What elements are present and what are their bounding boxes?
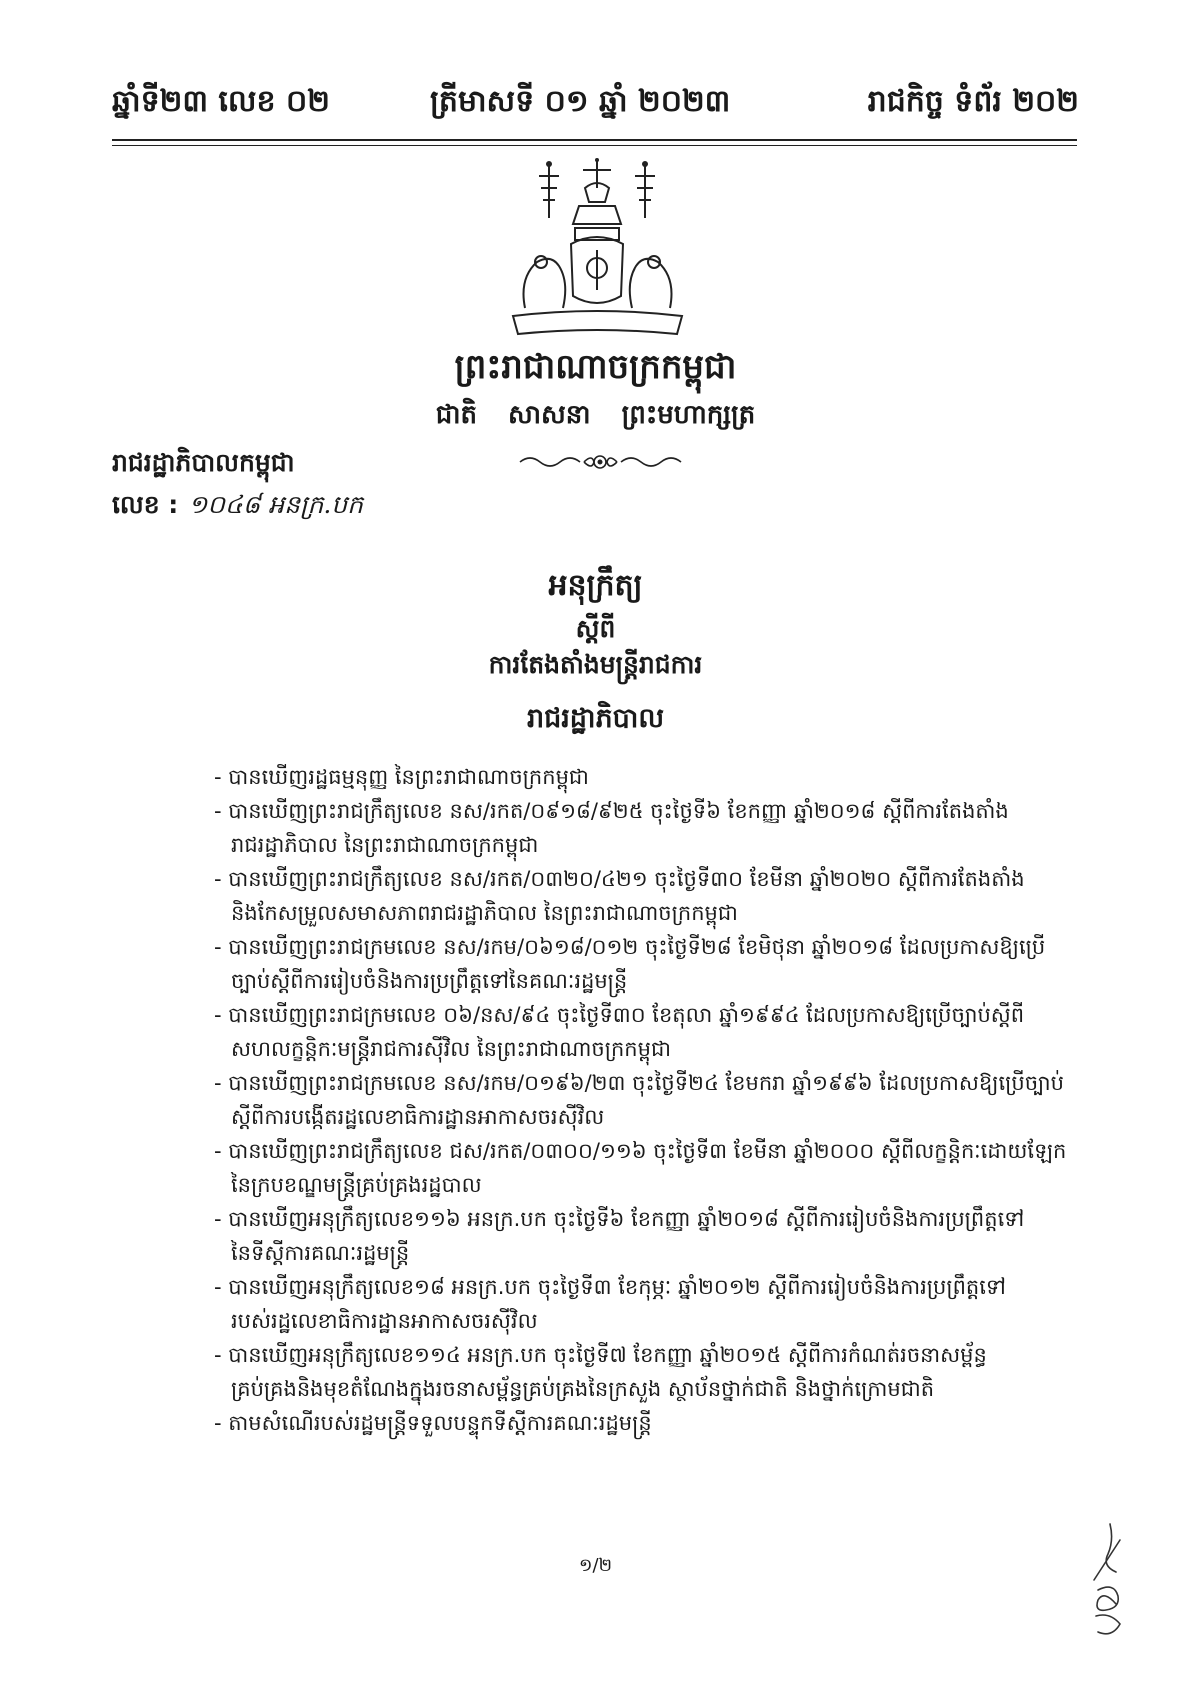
list-item: - តាមសំណើរបស់រដ្ឋមន្ត្រីទទួលបន្ទុកទីស្ដីការគណៈរដ្ឋមន្ត្រី [214,1411,652,1435]
kingdom-title: ព្រះរាជាណាចក្រកម្ពុជា [454,347,737,387]
national-motto: ជាតិ សាសនា ព្រះមហាក្សត្រ [435,400,756,430]
reference-value: ១០៤៨ អនក្រ.បក [188,490,364,519]
header-issue-number: ឆ្នាំទី២៣ លេខ ០២ [112,84,330,119]
header-rule [112,139,1077,141]
document-subject: ការតែងតាំងមន្ត្រីរាជការ [488,650,703,679]
list-item: - បានឃើញអនុក្រឹត្យលេខ១៨ អនក្រ.បក ចុះថ្ងៃទី៣ ខែកុម្ភៈ ឆ្នាំ២០១២ ស្ដីពីការរៀបចំនិងការប្រព្រឹត្តទៅ របស់រដ្ឋលេខាធិការដ្ឋានអាកាសចរស៊ីវិល [214,1275,1006,1333]
handwritten-initials-icon [1080,1520,1140,1650]
list-item: - បានឃើញព្រះរាជក្រឹត្យលេខ នស/រកត/០៩១៨/៩២៥ ចុះថ្ងៃទី៦ ខែកញ្ញា ឆ្នាំ២០១៨ ស្ដីពីការតែងតាំង រាជរដ្ឋាភិបាល នៃព្រះរាជាណាចក្រកម្ពុជា [214,799,1009,857]
list-item: - បានឃើញព្រះរាជក្រមលេខ នស/រកម/០១៩៦/២៣ ចុះថ្ងៃទី២៤ ខែមករា ឆ្នាំ១៩៩៦ ដែលប្រកាសឱ្យប្រើច្បាប់ ស្ដីពីការបង្កើតរដ្ឋលេខាធិការដ្ឋានអាកាសចរស៊ីវិល [214,1071,1064,1129]
list-item: - បានឃើញព្រះរាជក្រមលេខ ០៦/នស/៩៤ ចុះថ្ងៃទី៣០ ខែតុលា ឆ្នាំ១៩៩៤ ដែលប្រកាសឱ្យប្រើច្បាប់ស្ដីពី សហលក្ខន្តិកៈមន្ត្រីរាជការស៊ីវិល នៃព្រះរាជាណាចក្រកម្ពុជា [214,1003,1025,1061]
document-issuer: រាជរដ្ឋាភិបាល [526,703,665,734]
ornamental-divider-icon [518,452,683,472]
header-quarter: ត្រីមាសទី ០១ ឆ្នាំ ២០២៣ [430,84,731,119]
document-type: អនុក្រឹត្យ [548,568,643,603]
list-item: - បានឃើញព្រះរាជក្រមលេខ នស/រកម/០៦១៨/០១២ ចុះថ្ងៃទី២៨ ខែមិថុនា ឆ្នាំ២០១៨ ដែលប្រកាសឱ្យប្រើ ច្បាប់ស្ដីពីការរៀបចំនិងការប្រព្រឹត្តទៅនៃគណៈរដ្ឋមន្ត្រី [214,935,1046,993]
reference-label: លេខ : [112,490,179,519]
reference-number [112,490,363,526]
header-page-ref: រាជកិច្ច ទំព័រ ២០២ [867,84,1079,119]
list-item: - បានឃើញព្រះរាជក្រឹត្យលេខ ជស/រកត/០៣០០/១១៦ ចុះថ្ងៃទី៣ ខែមីនា ឆ្នាំ២០០០ ស្ដីពីលក្ខន្តិកៈដោយឡែក នៃក្របខណ្ឌមន្ត្រីគ្រប់គ្រងរដ្ឋបាល [214,1139,1067,1197]
list-item: - បានឃើញអនុក្រឹត្យលេខ១១៦ អនក្រ.បក ចុះថ្ងៃទី៦ ខែកញ្ញា ឆ្នាំ២០១៨ ស្ដីពីការរៀបចំនិងការប្រព្រឹត្តទៅ នៃទីស្ដីការគណៈរដ្ឋមន្ត្រី [214,1207,1025,1265]
list-item: - បានឃើញព្រះរាជក្រឹត្យលេខ នស/រកត/០៣២០/៤២១ ចុះថ្ងៃទី៣០ ខែមីនា ឆ្នាំ២០២០ ស្ដីពីការតែងតាំង និងកែសម្រួលសមាសភាពរាជរដ្ឋាភិបាល នៃព្រះរាជាណាចក្រកម្ពុជា [214,867,1025,925]
royal-coat-of-arms-icon [505,158,690,340]
list-item: - បានឃើញរដ្ឋធម្មនុញ្ញ នៃព្រះរាជាណាចក្រកម្ពុជា [214,765,589,789]
considerations-list [214,760,1084,1440]
document-about: ស្ដីពី [575,614,616,643]
issuing-authority: រាជរដ្ឋាភិបាលកម្ពុជា [112,448,295,477]
page-number: ១/២ [578,1555,613,1576]
header-rule-thin [112,145,1077,146]
list-item: - បានឃើញអនុក្រឹត្យលេខ១១៤ អនក្រ.បក ចុះថ្ងៃទី៧ ខែកញ្ញា ឆ្នាំ២០១៥ ស្ដីពីការកំណត់រចនាសម្ព័ន្ធ គ្រប់គ្រងនិងមុខតំណែងក្នុងរចនាសម្ព័ន្ធគ្រប់គ្រងនៃក្រសួង ស្ថាប័នថ្នាក់ជាតិ និងថ្នាក់ក្រោមជាតិ [214,1343,987,1401]
